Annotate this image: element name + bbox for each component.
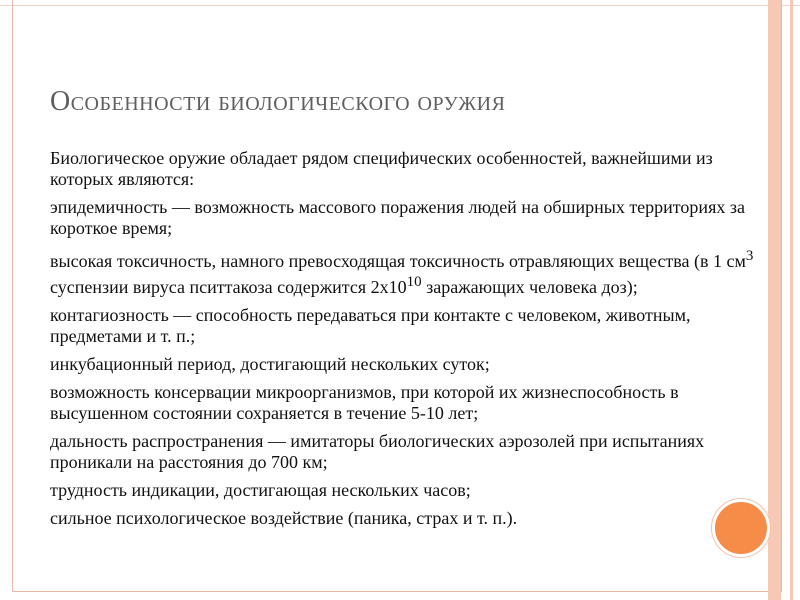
bullet-item bbox=[34, 197, 770, 239]
bullet-item bbox=[34, 382, 770, 424]
bullet-item bbox=[34, 305, 770, 347]
orange-circle-decor bbox=[712, 499, 770, 557]
bullet-text-part: высокая токсичность, намного превосходящая токсичность отравляющих вещества (в 1 см bbox=[50, 251, 746, 271]
superscript-exponent: 3 bbox=[745, 248, 754, 264]
bullet-item bbox=[34, 431, 770, 473]
bullet-item bbox=[34, 508, 770, 529]
bullet-text-part: заражающих человека доз); bbox=[421, 277, 638, 297]
bullet-item bbox=[34, 354, 770, 375]
bullet-text: Биологическое оружие обладает рядом специфических особенностей, важнейшими из которых являются: bbox=[50, 148, 713, 189]
bullet-text-part: суспензии вируса пситтакоза содержится 2х10 bbox=[50, 277, 407, 297]
bullet-text: эпидемичность — возможность массового поражения людей на обширных территориях за короткое время; bbox=[50, 197, 745, 238]
bullet-list bbox=[34, 148, 770, 536]
bullet-item bbox=[34, 148, 770, 190]
bullet-text: дальность распространения — имитаторы биологических аэрозолей при испытаниях проникали на расстояния до 700 км; bbox=[50, 431, 705, 472]
bullet-item bbox=[34, 246, 770, 298]
superscript-exponent: 10 bbox=[406, 274, 422, 290]
bullet-text: сильное психологическое воздействие (паника, страх и т. п.). bbox=[50, 508, 518, 528]
bullet-item bbox=[34, 480, 770, 501]
slide-title: Особенности биологического оружия bbox=[50, 86, 506, 117]
bullet-text: контагиозность — способность передаваться при контакте с человеком, животным, предметами и т. п.; bbox=[50, 305, 691, 346]
bullet-text: инкубационный период, достигающий нескольких суток; bbox=[50, 354, 490, 374]
right-decor-thin-bar bbox=[790, 0, 793, 600]
bullet-text: трудность индикации, достигающая нескольких часов; bbox=[50, 480, 471, 500]
bullet-text: возможность консервации микроорганизмов, при которой их жизнеспособность в высушенном состоянии сохраняется в течение 5-10 лет; bbox=[50, 382, 679, 423]
